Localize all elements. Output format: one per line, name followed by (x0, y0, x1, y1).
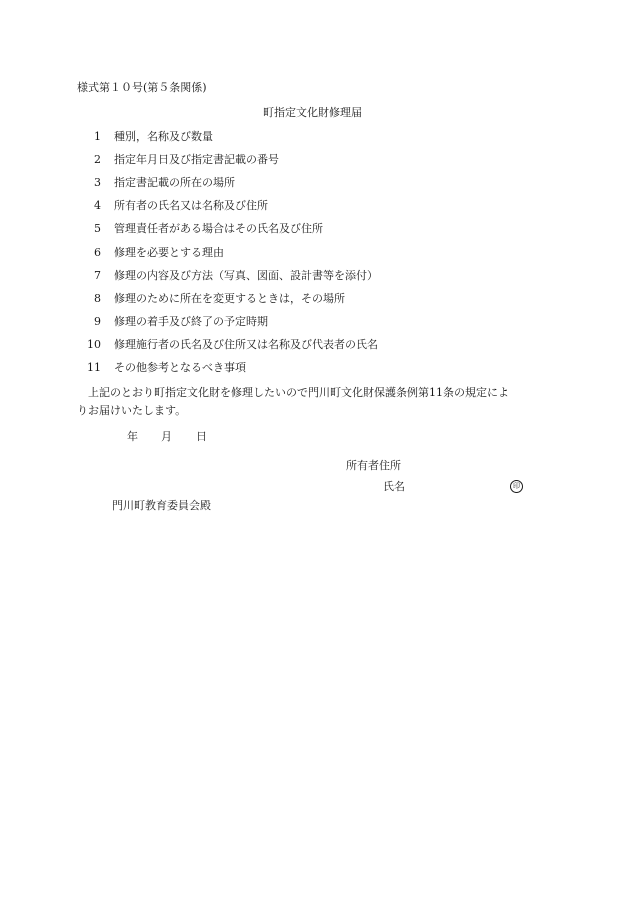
item-number: 9 (94, 314, 101, 328)
item-number: 5 (94, 222, 101, 236)
item-text: その他参考となるべき事項 (114, 361, 246, 374)
item-text: 修理の着手及び終了の予定時期 (114, 314, 268, 328)
addressee: 門川町教育委員会殿 (112, 499, 211, 512)
item-text: 修理施行者の氏名及び住所又は名称及び代表者の氏名 (114, 337, 378, 351)
item-text: 種別，名称及び数量 (114, 130, 213, 143)
owner-name-label: 氏名 (383, 480, 405, 493)
item-number: 1 (94, 130, 101, 143)
seal-mark: 印 (510, 480, 523, 493)
item-text: 指定書記載の所在の場所 (114, 176, 235, 190)
item-number: 6 (94, 245, 101, 259)
item-text: 指定年月日及び指定書記載の番号 (114, 153, 279, 167)
date-month-label: 月 (161, 430, 172, 443)
item-number: 4 (94, 199, 101, 213)
item-text: 修理を必要とする理由 (114, 245, 224, 259)
owner-address-label: 所有者住所 (346, 459, 401, 472)
date-day-label: 日 (196, 430, 207, 443)
item-text: 修理のために所在を変更するときは，その場所 (114, 291, 345, 305)
item-text: 所有者の氏名又は名称及び住所 (114, 199, 268, 213)
item-number: 10 (87, 337, 101, 351)
item-number: 11 (87, 361, 101, 374)
body-text-line-1: 上記のとおり町指定文化財を修理したいので門川町文化財保護条例第11条の規定によ (88, 386, 509, 399)
item-number: 3 (94, 176, 101, 190)
document-title: 町指定文化財修理届 (263, 106, 362, 119)
form-number: 様式第１０号(第５条関係) (77, 81, 207, 94)
item-number: 7 (94, 268, 101, 282)
item-text: 修理の内容及び方法（写真、図面、設計書等を添付） (114, 268, 378, 282)
item-number: 8 (94, 291, 101, 305)
date-year-label: 年 (127, 430, 138, 443)
item-text: 管理責任者がある場合はその氏名及び住所 (114, 222, 323, 236)
item-number: 2 (94, 153, 101, 167)
body-text-line-2: りお届けいたします。 (77, 404, 187, 417)
